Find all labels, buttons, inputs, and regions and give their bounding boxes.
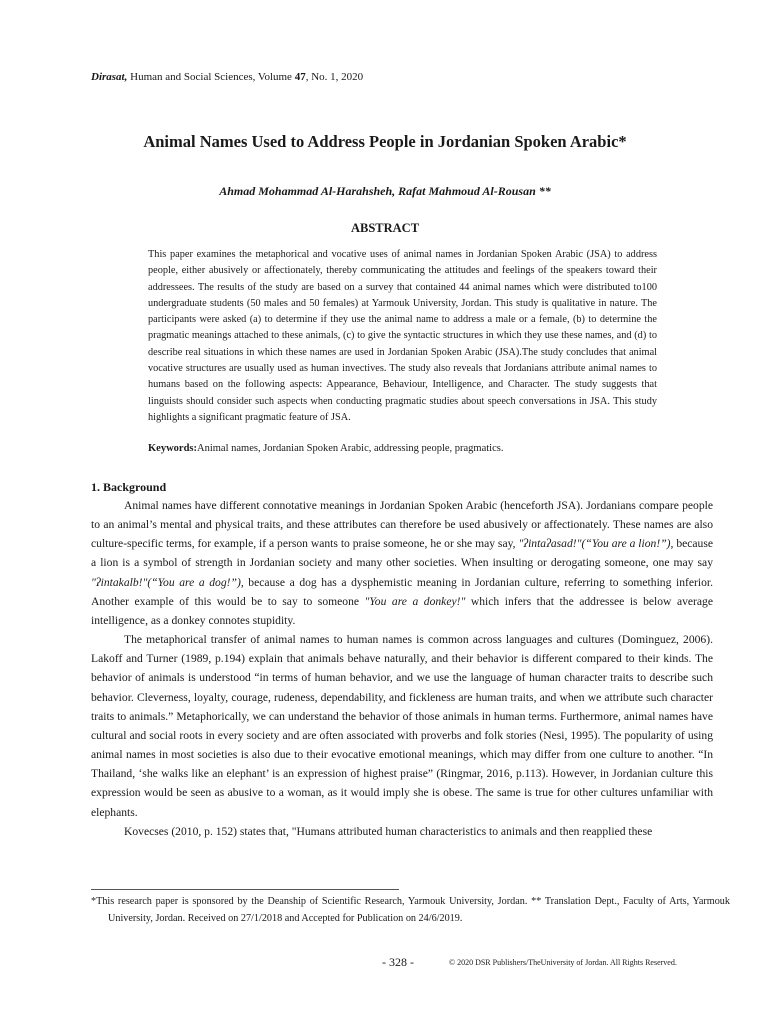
issue-year: , No. 1, 2020 [305, 71, 364, 83]
p1-example-donkey: "You are a donkey!" [364, 594, 466, 608]
p1-example-dog: "ʔintakalb!"(“You are a dog!”) [91, 575, 241, 589]
copyright-notice: © 2020 DSR Publishers/TheUniversity of Jordan. All Rights Reserved. [449, 958, 677, 967]
footnote-rule [91, 889, 399, 890]
section-body [91, 496, 713, 841]
volume-number: 47 [294, 71, 306, 83]
abstract-body: This paper examines the metaphorical and vocative uses of animal names in Jordanian Spoken Arabic (JSA) to address people, either abusively or affectionately, thereby communicating the attitudes and feelings of the speakers toward their addressees. The results of the study are based on a survey that contained 44 animal names which were distributed to100 undergraduate students (50 males and 50 females) at Yarmouk University, Jordan. This study is qualitative in nature. The participants were asked (a) to determine if they use the animal name to address a male or a female, (b) to determine the pragmatic meanings attached to these animals, (c) to give the syntactic structures in which they use these names, and (d) to describe real situations in which these names are used in Jordanian Spoken Arabic (JSA).The study concludes that animal vocative structures are usually used as human invectives. The study also reveals that Jordanians attribute animal names to humans based on the following aspects: Appearance, Behaviour, Intelligence, and Character. The study suggests that linguists should consider such aspects when conducting pragmatic studies about speech conversations in JSA. This study highlights a significant pragmatic feature of JSA. [148, 249, 657, 423]
abstract-heading: ABSTRACT [350, 221, 420, 235]
authors: Ahmad Mohammad Al-Harahsheh, Rafat Mahmoud Al-Rousan ** [219, 184, 551, 198]
keywords-text: Animal names, Jordanian Spoken Arabic, addressing people, pragmatics. [197, 443, 504, 454]
running-head-text: Human and Social Sciences, Volume [127, 71, 295, 83]
section-heading: 1. Background [91, 480, 167, 494]
p1-example-lion: "ʔintaʔasad!"(“You are a lion!”), [518, 537, 674, 551]
paragraph-1 [91, 496, 713, 630]
paragraph-2: The metaphorical transfer of animal names to human names is common across languages and cultures (Dominguez, 2006). Lakoff and Turner (1989, p.194) explain that animals behave naturally, and their behavior is different compared to their kinds. The behavior of animals is understood “in terms of human behavior, and we use the language of human character traits to describe such behavior. Cleverness, loyalty, courage, rudeness, dependability, and fickleness are human traits, and when we attribute such character traits to animals.” Metaphorically, we can understand the behavior of those animals in human terms. Furthermore, animal names have cultural and social roots in every society and are often associated with proverbs and folk stories (Nesi, 1995). The popularity of using animal names in most societies is also due to their evocative emotional meanings, which may differ from one culture to another. “In Thailand, ‘she walks like an elephant’ is an expression of highest praise” (Ringmar, 2016, p.113). However, in Jordanian culture this expression would be seen as abusive to a woman, as it would imply she is obese. The same is true for other cultures unfamiliar with elephants. [91, 633, 713, 819]
journal-name: Dirasat, [91, 71, 128, 83]
paper-title: Animal Names Used to Address People in Jordanian Spoken Arabic* [143, 132, 627, 151]
p1-text-c: , because a dog has a dysphemistic meaning in Jordanian culture, referring to something inferior. Another example of this would be to say to someone [91, 575, 713, 608]
keywords-label: Keywords: [148, 443, 197, 454]
p1-text-d: which infers that the addressee is below average intelligence, as a donkey connotes stupidity. [91, 594, 713, 627]
p1-text-b: because a lion is a symbol of strength in Jordanian society and many other societies. When insulting or derogating someone, one may say [91, 537, 714, 570]
paragraph-3: Kovecses (2010, p. 152) states that, "Humans attributed human characteristics to animals and then reapplied these [124, 824, 653, 838]
keywords [148, 443, 657, 454]
running-head [91, 71, 363, 83]
p1-text-a: Animal names have different connotative meanings in Jordanian Spoken Arabic (henceforth JSA). Jordanians compare people to an animal’s mental and physical traits, and these attributes can therefore be used abusively or affectionately. These names are also culture-specific terms, for example, if a person wants to praise someone, he or she may say, [91, 499, 713, 551]
footnote: *This research paper is sponsored by the Deanship of Scientific Research, Yarmouk University, Jordan. ** Translation Dept., Faculty of Arts, Yarmouk University, Jordan. Received on 27/1/2018 and Accepted for Publication on 24/6/2019. [91, 896, 730, 924]
page-number: - 328 - [382, 955, 414, 969]
